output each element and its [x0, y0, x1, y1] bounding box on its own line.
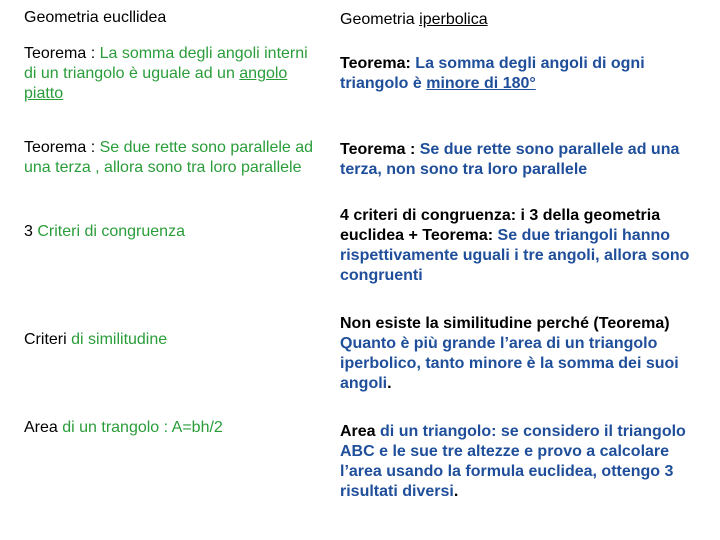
euclid-theorem-angles	[24, 44, 324, 104]
part2: Quanto è più grande l’area di un triangolo iperbolico, tanto minore è la somma dei suoi angoli	[340, 335, 679, 392]
hyper-similarity	[340, 314, 715, 394]
text: di un trangolo : A=bh/2	[57, 419, 223, 436]
part1: 4 criteri di congruenza: i 3 della geometria euclidea + Teorema:	[340, 207, 661, 244]
text: di un triangolo: se considero il triangolo ABC e le sue tre altezze e provo a calcolare l’area usando la formula euclidea, ottengo 3 risultati diversi	[340, 423, 686, 500]
num: 3	[24, 223, 33, 240]
header-underlined: iperbolica	[419, 11, 488, 28]
header-plain: Geometria	[340, 11, 420, 28]
underlined-text: minore di 180°	[426, 75, 536, 92]
text: Se due rette sono parallele ad una terza, non sono tra loro parallele	[340, 141, 680, 178]
text: La somma degli angoli di ogni triangolo è	[340, 55, 645, 92]
header-hyperbolic	[340, 10, 715, 30]
header-euclidean	[24, 8, 324, 28]
label: Area	[24, 419, 58, 436]
text: di similitudine	[66, 331, 168, 348]
euclid-area	[24, 418, 324, 438]
label: Teorema :	[340, 141, 416, 158]
euclid-theorem-parallels	[24, 138, 324, 178]
text: Criteri di congruenza	[32, 223, 185, 240]
euclid-similarity	[24, 330, 324, 350]
label: Criteri	[24, 331, 67, 348]
text: La somma degli angoli interni di un triangolo è uguale ad un	[24, 45, 308, 82]
label: Teorema :	[24, 139, 96, 156]
header-euclidean-text: Geometria eucllidea	[24, 9, 167, 26]
euclid-congruence	[24, 222, 324, 242]
hyper-theorem-angles	[340, 54, 715, 94]
part1: Non esiste la similitudine perché (Teorema)	[340, 315, 670, 332]
end: .	[387, 375, 392, 392]
label: Teorema :	[24, 45, 96, 62]
end: .	[453, 483, 459, 500]
label: Teorema:	[340, 55, 411, 72]
underlined-text: angolo piatto	[24, 65, 288, 102]
hyper-area	[340, 422, 715, 502]
part2: Se due triangoli hanno rispettivamente uguali i tre angoli, allora sono congruenti	[340, 227, 690, 284]
text: Se due rette sono parallele ad una terza , allora sono tra loro parallele	[24, 139, 314, 176]
label: Area	[340, 423, 376, 440]
hyper-theorem-parallels	[340, 140, 715, 180]
hyper-congruence	[340, 206, 715, 286]
